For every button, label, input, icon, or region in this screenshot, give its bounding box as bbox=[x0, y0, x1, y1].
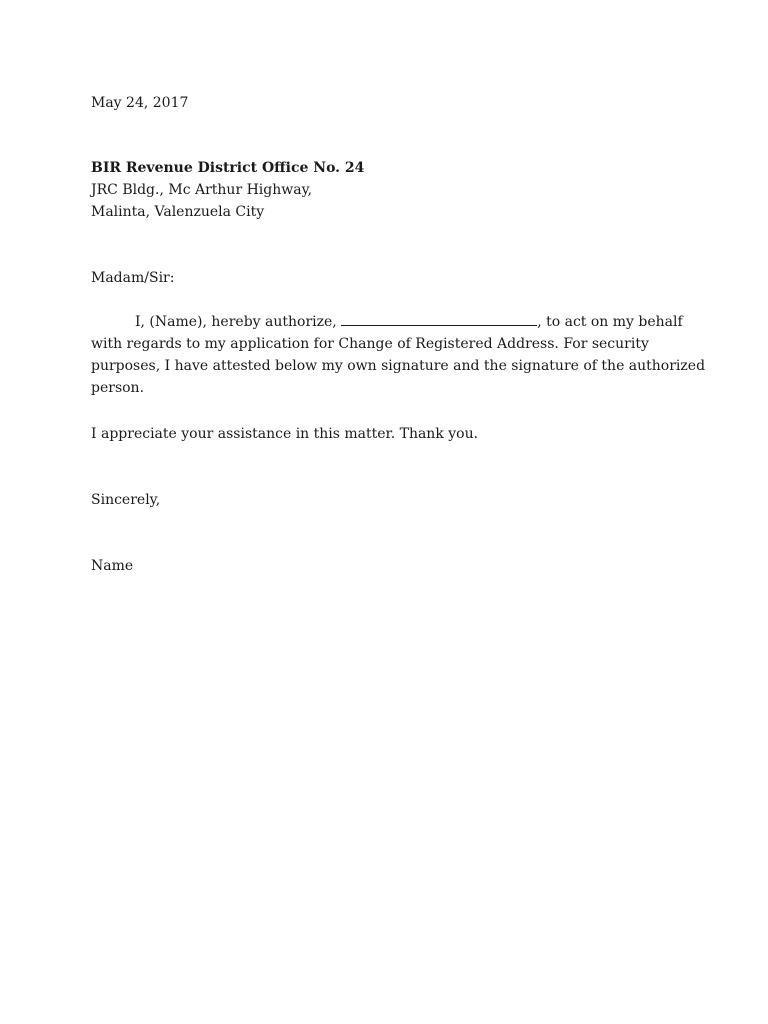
closing-text: Sincerely, bbox=[91, 492, 161, 508]
body-paragraph-1-line2: with regards to my application for Change of Registered Address. For security bbox=[91, 336, 649, 352]
body-paragraph-1-line1 bbox=[91, 311, 683, 333]
body-paragraph-1 bbox=[91, 311, 706, 399]
body-paragraph-1-line3: purposes, I have attested below my own signature and the signature of the authorized bbox=[91, 358, 706, 374]
authorized-person-blank bbox=[341, 311, 537, 326]
behalf-text: , to act on my behalf bbox=[537, 314, 683, 330]
recipient-office: BIR Revenue District Office No. 24 bbox=[91, 160, 365, 176]
body-paragraph-1-line4: person. bbox=[91, 380, 145, 396]
signature-name: Name bbox=[91, 558, 134, 574]
body-paragraph-2 bbox=[91, 423, 671, 445]
salutation-text: Madam/Sir: bbox=[91, 270, 175, 286]
closing bbox=[91, 489, 671, 511]
salutation bbox=[91, 267, 671, 289]
body-paragraph-2-text: I appreciate your assistance in this matter. Thank you. bbox=[91, 426, 479, 442]
authorize-text: I, (Name), hereby authorize, bbox=[135, 314, 342, 330]
date-text: May 24, 2017 bbox=[91, 95, 189, 111]
letter-date bbox=[91, 92, 671, 114]
recipient-address-line1: JRC Bldg., Mc Arthur Highway, bbox=[91, 182, 313, 198]
recipient-address bbox=[91, 157, 671, 223]
recipient-address-line2: Malinta, Valenzuela City bbox=[91, 204, 265, 220]
signature-block bbox=[91, 555, 671, 577]
